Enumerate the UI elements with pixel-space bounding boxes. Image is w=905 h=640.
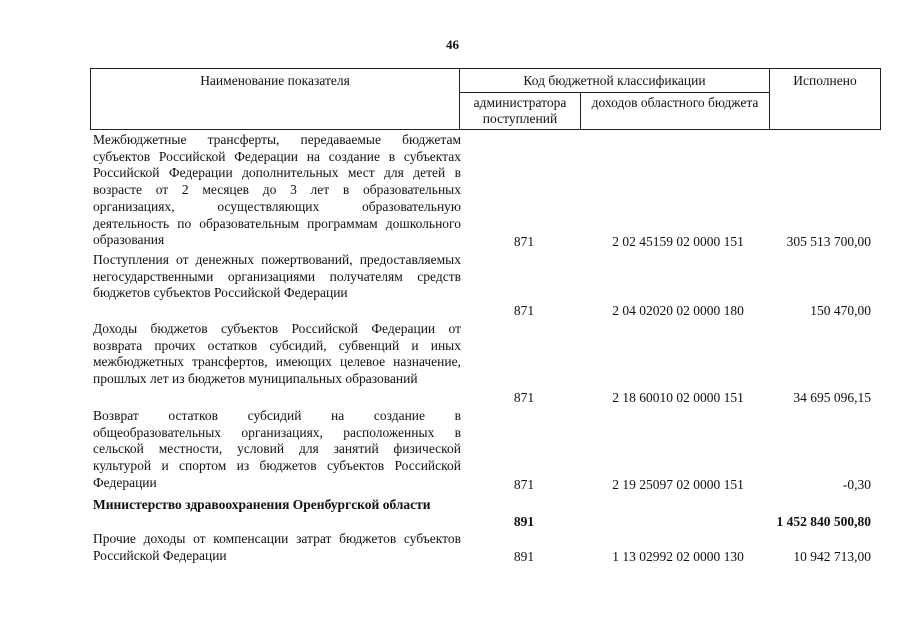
row-revenue-code: 2 18 60010 02 0000 151: [612, 390, 744, 406]
table-row-ministry: [90, 497, 890, 531]
row-revenue-code: 2 04 02020 02 0000 180: [612, 303, 744, 319]
header-code-cell: [459, 68, 770, 93]
table-row: [90, 252, 890, 320]
table-row: [90, 321, 890, 407]
row-admin-code: 891: [513, 514, 535, 530]
row-name: Межбюджетные трансферты, передаваемые бюджетам субъектов Российской Федерации на создание в субъектах Российской Федерации дополнительных мест для детей в возрасте от 2 месяцев до 3 лет в образовательных организациях, осуществляющих образовательную деятельность по образовательным программам дошкольного образования: [93, 132, 461, 248]
header-revenue-cell: [580, 92, 770, 130]
table-row: [90, 531, 890, 566]
header-admin: администратора поступлений: [473, 95, 567, 126]
header-budget-code: Код бюджетной классификации: [523, 73, 706, 88]
row-amount: 34 695 096,15: [793, 390, 871, 406]
row-name: Министерство здравоохранения Оренбургской области: [93, 497, 431, 512]
header-name: Наименование показателя: [200, 73, 350, 88]
header-name-cell: [90, 68, 460, 130]
row-revenue-code: 2 02 45159 02 0000 151: [612, 234, 744, 250]
row-name: Прочие доходы от компенсации затрат бюджетов субъектов Российской Федерации: [93, 531, 461, 563]
row-revenue-code: 1 13 02992 02 0000 130: [612, 549, 744, 565]
page-number: 46: [446, 37, 459, 52]
row-admin-code: 871: [513, 303, 535, 319]
row-amount: 305 513 700,00: [786, 234, 871, 250]
header-executed-cell: [769, 68, 881, 130]
row-admin-code: 891: [513, 549, 535, 565]
header-revenue: доходов областного бюджета: [591, 95, 759, 110]
row-name: Возврат остатков субсидий на создание в общеобразовательных организациях, расположенных в сельской местности, условий для занятий физической культурой и спортом из бюджетов субъектов Российской Федерации: [93, 408, 461, 490]
row-name: Поступления от денежных пожертвований, предоставляемых негосударственными организациями получателям средств бюджетов субъектов Российской Федерации: [93, 252, 461, 301]
row-amount: 150 470,00: [810, 303, 871, 319]
header-admin-cell: [459, 92, 581, 130]
row-admin-code: 871: [513, 390, 535, 406]
row-revenue-code: 2 19 25097 02 0000 151: [612, 477, 744, 493]
row-name: Доходы бюджетов субъектов Российской Федерации от возврата прочих остатков субсидий, субвенций и иных межбюджетных трансфертов, имеющих целевое назначение, прошлых лет из бюджетов муниципальных образований: [93, 321, 461, 387]
table-row: [90, 132, 890, 251]
row-amount: -0,30: [842, 477, 871, 493]
row-admin-code: 871: [513, 234, 535, 250]
row-amount: 10 942 713,00: [793, 549, 871, 565]
header-executed: Исполнено: [793, 73, 857, 88]
row-amount: 1 452 840 500,80: [776, 514, 871, 530]
row-admin-code: 871: [513, 477, 535, 493]
table-row: [90, 408, 890, 494]
